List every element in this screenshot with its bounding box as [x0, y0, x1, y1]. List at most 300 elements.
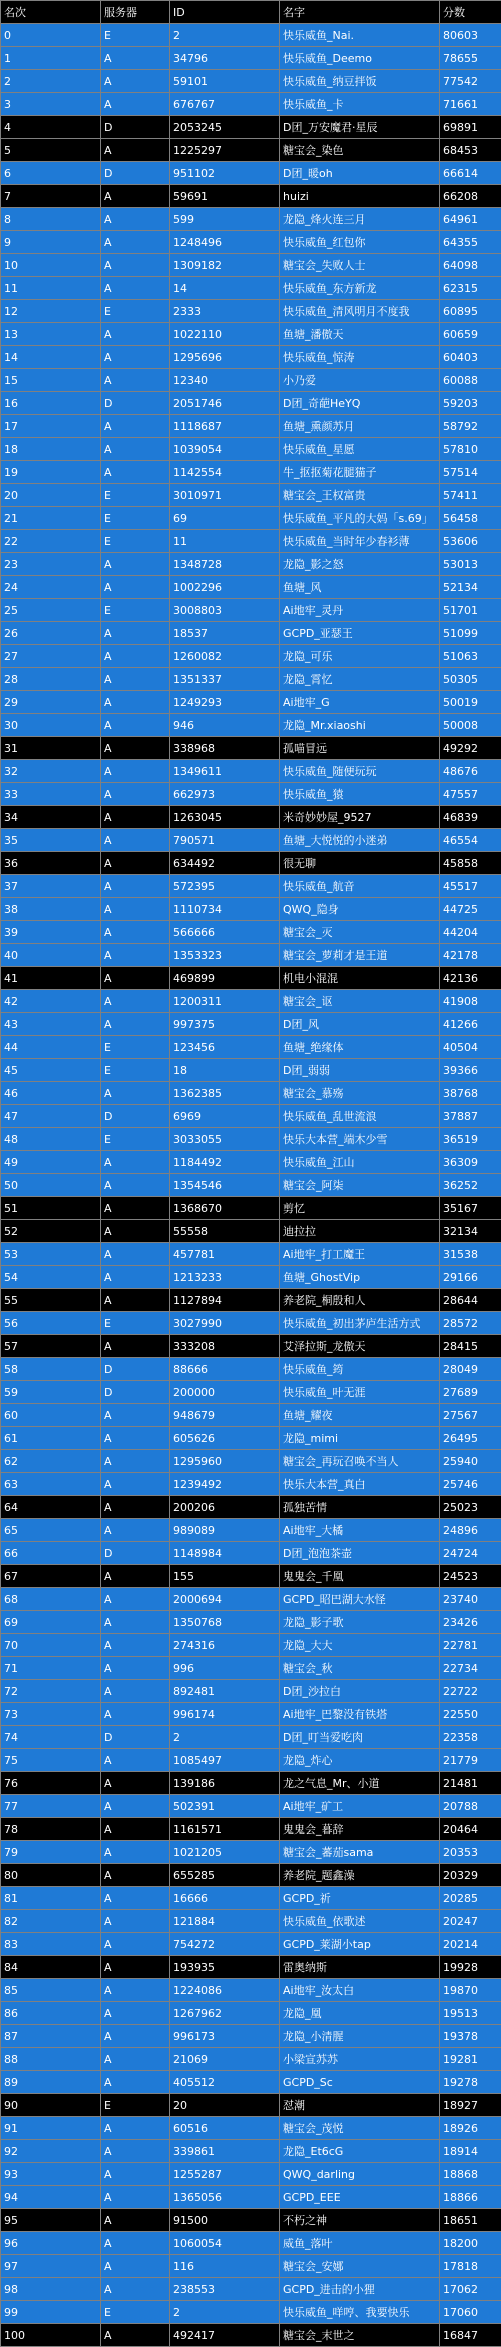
cell-score: 20464 [440, 1818, 501, 1841]
table-row[interactable] [1, 484, 501, 507]
cell-server: A [101, 1404, 170, 1427]
cell-name: GCPD_进击的小狸 [280, 2278, 440, 2301]
table-row[interactable] [1, 2048, 501, 2071]
cell-rank: 93 [1, 2163, 101, 2186]
cell-name: 快乐威鱼_咩哼、我要快乐 [280, 2301, 440, 2324]
cell-id: 1354546 [170, 1174, 280, 1197]
table-row[interactable] [1, 507, 501, 530]
table-row[interactable] [1, 1726, 501, 1749]
table-row[interactable] [1, 1450, 501, 1473]
cell-score: 60088 [440, 369, 501, 392]
cell-rank: 98 [1, 2278, 101, 2301]
cell-rank: 88 [1, 2048, 101, 2071]
cell-id: 469899 [170, 967, 280, 990]
cell-id: 274316 [170, 1634, 280, 1657]
cell-server: A [101, 1887, 170, 1910]
table-row[interactable] [1, 1243, 501, 1266]
cell-server: A [101, 806, 170, 829]
cell-name: 龙隐_小清腥 [280, 2025, 440, 2048]
table-row[interactable] [1, 553, 501, 576]
cell-rank: 77 [1, 1795, 101, 1818]
table-row[interactable] [1, 1013, 501, 1036]
cell-name: 龙隐_烽火连三月 [280, 208, 440, 231]
cell-name: 小梁宣苏苏 [280, 2048, 440, 2071]
cell-name: huizi [280, 185, 440, 208]
cell-name: 龙隐_Et6cG [280, 2140, 440, 2163]
cell-score: 50019 [440, 691, 501, 714]
col-header-id[interactable]: ID [170, 1, 280, 24]
cell-rank: 62 [1, 1450, 101, 1473]
cell-score: 57514 [440, 461, 501, 484]
col-header-rank[interactable]: 名次 [1, 1, 101, 24]
cell-server: A [101, 2048, 170, 2071]
cell-name: GCPD_祈 [280, 1887, 440, 1910]
cell-id: 34796 [170, 47, 280, 70]
cell-server: A [101, 553, 170, 576]
cell-id: 16666 [170, 1887, 280, 1910]
table-row[interactable] [1, 300, 501, 323]
cell-name: 龙隐_凰 [280, 2002, 440, 2025]
cell-id: 754272 [170, 1933, 280, 1956]
cell-id: 2333 [170, 300, 280, 323]
table-row[interactable] [1, 1657, 501, 1680]
cell-name: 快乐威鱼_航音 [280, 875, 440, 898]
cell-rank: 22 [1, 530, 101, 553]
cell-score: 23740 [440, 1588, 501, 1611]
table-row[interactable] [1, 1680, 501, 1703]
table-row[interactable] [1, 691, 501, 714]
cell-server: E [101, 507, 170, 530]
cell-score: 18200 [440, 2232, 501, 2255]
table-row[interactable] [1, 323, 501, 346]
cell-server: A [101, 1496, 170, 1519]
cell-score: 20353 [440, 1841, 501, 1864]
cell-score: 69891 [440, 116, 501, 139]
cell-server: A [101, 691, 170, 714]
cell-rank: 78 [1, 1818, 101, 1841]
cell-server: D [101, 1105, 170, 1128]
cell-server: A [101, 1657, 170, 1680]
cell-score: 32134 [440, 1220, 501, 1243]
cell-id: 1213233 [170, 1266, 280, 1289]
header-row [1, 1, 501, 24]
cell-server: A [101, 2255, 170, 2278]
table-row[interactable] [1, 1841, 501, 1864]
cell-name: 鱼塘_大悦悦的小迷弟 [280, 829, 440, 852]
cell-score: 19870 [440, 1979, 501, 2002]
table-row[interactable] [1, 1979, 501, 2002]
table-row[interactable] [1, 645, 501, 668]
cell-server: A [101, 2025, 170, 2048]
table-row[interactable] [1, 392, 501, 415]
table-row[interactable] [1, 1312, 501, 1335]
table-row[interactable] [1, 1519, 501, 1542]
table-row[interactable] [1, 1473, 501, 1496]
cell-id: 1248496 [170, 231, 280, 254]
cell-name: 龙之气息_Mr、小道 [280, 1772, 440, 1795]
table-row[interactable] [1, 346, 501, 369]
cell-id: 1353323 [170, 944, 280, 967]
table-row[interactable] [1, 438, 501, 461]
cell-name: 糖宝会_讴 [280, 990, 440, 1013]
table-row[interactable] [1, 1266, 501, 1289]
cell-server: A [101, 1243, 170, 1266]
cell-name: 龙隐_影之怒 [280, 553, 440, 576]
table-row[interactable] [1, 369, 501, 392]
table-row[interactable] [1, 2002, 501, 2025]
cell-server: A [101, 2324, 170, 2347]
cell-rank: 63 [1, 1473, 101, 1496]
cell-name: 不朽之神 [280, 2209, 440, 2232]
table-row[interactable] [1, 2232, 501, 2255]
col-header-name[interactable]: 名字 [280, 1, 440, 24]
cell-id: 1267962 [170, 2002, 280, 2025]
cell-name: 快乐威鱼_星愿 [280, 438, 440, 461]
table-row[interactable] [1, 2301, 501, 2324]
table-row[interactable] [1, 2163, 501, 2186]
cell-score: 35167 [440, 1197, 501, 1220]
cell-name: 鱼塘_绝缘体 [280, 1036, 440, 1059]
table-row[interactable] [1, 2117, 501, 2140]
table-row[interactable] [1, 2094, 501, 2117]
table-row[interactable] [1, 622, 501, 645]
cell-server: A [101, 990, 170, 1013]
cell-rank: 50 [1, 1174, 101, 1197]
table-row[interactable] [1, 2278, 501, 2301]
cell-score: 18651 [440, 2209, 501, 2232]
cell-score: 23426 [440, 1611, 501, 1634]
cell-id: 1350768 [170, 1611, 280, 1634]
table-row[interactable] [1, 2324, 501, 2347]
cell-score: 60659 [440, 323, 501, 346]
cell-name: 龙隐_大大 [280, 1634, 440, 1657]
table-row[interactable] [1, 1059, 501, 1082]
cell-rank: 46 [1, 1082, 101, 1105]
cell-rank: 12 [1, 300, 101, 323]
cell-rank: 6 [1, 162, 101, 185]
cell-name: Ai地牢_大橘 [280, 1519, 440, 1542]
table-row[interactable] [1, 1358, 501, 1381]
cell-score: 41266 [440, 1013, 501, 1036]
cell-score: 25746 [440, 1473, 501, 1496]
cell-name: 快乐威鱼_江山 [280, 1151, 440, 1174]
cell-score: 17060 [440, 2301, 501, 2324]
cell-rank: 49 [1, 1151, 101, 1174]
table-row[interactable] [1, 829, 501, 852]
cell-rank: 20 [1, 484, 101, 507]
cell-server: E [101, 2094, 170, 2117]
table-row[interactable] [1, 1795, 501, 1818]
cell-server: A [101, 852, 170, 875]
cell-score: 53606 [440, 530, 501, 553]
cell-score: 66614 [440, 162, 501, 185]
cell-id: 193935 [170, 1956, 280, 1979]
cell-id: 492417 [170, 2324, 280, 2347]
table-row[interactable] [1, 277, 501, 300]
cell-server: A [101, 323, 170, 346]
cell-server: A [101, 1749, 170, 1772]
cell-id: 3010971 [170, 484, 280, 507]
cell-id: 1110734 [170, 898, 280, 921]
table-row[interactable] [1, 208, 501, 231]
cell-name: Ai地牢_G [280, 691, 440, 714]
table-row[interactable] [1, 944, 501, 967]
cell-name: 快乐威鱼_红包你 [280, 231, 440, 254]
cell-server: A [101, 2140, 170, 2163]
cell-server: A [101, 1588, 170, 1611]
cell-score: 22734 [440, 1657, 501, 1680]
cell-name: 糖宝会_染色 [280, 139, 440, 162]
cell-server: A [101, 1933, 170, 1956]
cell-rank: 55 [1, 1289, 101, 1312]
table-row[interactable] [1, 1542, 501, 1565]
cell-id: 1224086 [170, 1979, 280, 2002]
cell-server: A [101, 1841, 170, 1864]
table-header [1, 1, 501, 24]
cell-score: 20214 [440, 1933, 501, 1956]
cell-score: 64961 [440, 208, 501, 231]
cell-rank: 26 [1, 622, 101, 645]
cell-rank: 82 [1, 1910, 101, 1933]
table-row[interactable] [1, 415, 501, 438]
cell-name: 鱼塘_GhostVip [280, 1266, 440, 1289]
table-row[interactable] [1, 760, 501, 783]
cell-server: A [101, 139, 170, 162]
table-row[interactable] [1, 185, 501, 208]
cell-score: 80603 [440, 24, 501, 47]
table-row[interactable] [1, 990, 501, 1013]
table-row[interactable] [1, 1289, 501, 1312]
table-row[interactable] [1, 231, 501, 254]
cell-rank: 21 [1, 507, 101, 530]
table-row[interactable] [1, 1082, 501, 1105]
cell-server: A [101, 1910, 170, 1933]
cell-score: 18866 [440, 2186, 501, 2209]
cell-name: GCPD_亚瑟王 [280, 622, 440, 645]
cell-server: A [101, 2232, 170, 2255]
cell-rank: 79 [1, 1841, 101, 1864]
cell-score: 51701 [440, 599, 501, 622]
cell-score: 18868 [440, 2163, 501, 2186]
cell-name: 艾泽拉斯_龙傲天 [280, 1335, 440, 1358]
cell-rank: 96 [1, 2232, 101, 2255]
cell-server: E [101, 300, 170, 323]
cell-rank: 99 [1, 2301, 101, 2324]
cell-id: 1039054 [170, 438, 280, 461]
table-row[interactable] [1, 116, 501, 139]
cell-server: A [101, 231, 170, 254]
table-row[interactable] [1, 1105, 501, 1128]
table-row[interactable] [1, 1036, 501, 1059]
table-row[interactable] [1, 737, 501, 760]
cell-server: E [101, 24, 170, 47]
cell-rank: 11 [1, 277, 101, 300]
table-row[interactable] [1, 2025, 501, 2048]
cell-id: 1161571 [170, 1818, 280, 1841]
cell-rank: 71 [1, 1657, 101, 1680]
cell-server: A [101, 1427, 170, 1450]
cell-name: 快乐大本营_真白 [280, 1473, 440, 1496]
table-row[interactable] [1, 898, 501, 921]
cell-name: 快乐威鱼_依歌述 [280, 1910, 440, 1933]
cell-score: 17062 [440, 2278, 501, 2301]
cell-id: 1118687 [170, 415, 280, 438]
table-row[interactable] [1, 1772, 501, 1795]
table-row[interactable] [1, 2071, 501, 2094]
table-row[interactable] [1, 461, 501, 484]
cell-rank: 10 [1, 254, 101, 277]
cell-id: 333208 [170, 1335, 280, 1358]
cell-server: A [101, 47, 170, 70]
table-row[interactable] [1, 668, 501, 691]
cell-id: 790571 [170, 829, 280, 852]
cell-id: 572395 [170, 875, 280, 898]
cell-name: 快乐威鱼_卡 [280, 93, 440, 116]
cell-score: 50305 [440, 668, 501, 691]
cell-id: 502391 [170, 1795, 280, 1818]
cell-id: 405512 [170, 2071, 280, 2094]
table-row[interactable] [1, 24, 501, 47]
table-row[interactable] [1, 576, 501, 599]
cell-name: 威鱼_落叶 [280, 2232, 440, 2255]
table-row[interactable] [1, 921, 501, 944]
cell-name: GCPD_EEE [280, 2186, 440, 2209]
cell-rank: 84 [1, 1956, 101, 1979]
cell-server: A [101, 1795, 170, 1818]
cell-id: 12340 [170, 369, 280, 392]
cell-server: A [101, 346, 170, 369]
table-row[interactable] [1, 1565, 501, 1588]
cell-server: A [101, 2002, 170, 2025]
table-row[interactable] [1, 599, 501, 622]
table-row[interactable] [1, 1381, 501, 1404]
table-row[interactable] [1, 1634, 501, 1657]
cell-rank: 61 [1, 1427, 101, 1450]
cell-server: A [101, 622, 170, 645]
cell-id: 155 [170, 1565, 280, 1588]
cell-name: 快乐威鱼_当时年少春衫薄 [280, 530, 440, 553]
table-row[interactable] [1, 2140, 501, 2163]
table-row[interactable] [1, 1818, 501, 1841]
col-header-server[interactable]: 服务器 [101, 1, 170, 24]
cell-score: 20329 [440, 1864, 501, 1887]
cell-name: Ai地牢_灵丹 [280, 599, 440, 622]
table-row[interactable] [1, 875, 501, 898]
table-row[interactable] [1, 806, 501, 829]
table-row[interactable] [1, 1427, 501, 1450]
table-row[interactable] [1, 1151, 501, 1174]
cell-score: 68453 [440, 139, 501, 162]
cell-id: 1351337 [170, 668, 280, 691]
table-row[interactable] [1, 162, 501, 185]
cell-rank: 40 [1, 944, 101, 967]
cell-rank: 66 [1, 1542, 101, 1565]
table-row[interactable] [1, 1703, 501, 1726]
table-row[interactable] [1, 2209, 501, 2232]
table-row[interactable] [1, 1335, 501, 1358]
cell-score: 37887 [440, 1105, 501, 1128]
cell-rank: 81 [1, 1887, 101, 1910]
table-row[interactable] [1, 1956, 501, 1979]
cell-rank: 39 [1, 921, 101, 944]
cell-score: 36519 [440, 1128, 501, 1151]
table-row[interactable] [1, 714, 501, 737]
cell-name: 快乐威鱼_Deemo [280, 47, 440, 70]
table-row[interactable] [1, 1174, 501, 1197]
cell-id: 20 [170, 2094, 280, 2117]
table-row[interactable] [1, 1128, 501, 1151]
table-row[interactable] [1, 1496, 501, 1519]
cell-server: D [101, 1381, 170, 1404]
table-row[interactable] [1, 1864, 501, 1887]
table-row[interactable] [1, 1220, 501, 1243]
table-row[interactable] [1, 1749, 501, 1772]
table-row[interactable] [1, 47, 501, 70]
cell-server: D [101, 392, 170, 415]
table-row[interactable] [1, 1910, 501, 1933]
table-row[interactable] [1, 1588, 501, 1611]
table-row[interactable] [1, 1887, 501, 1910]
cell-id: 18 [170, 1059, 280, 1082]
col-header-score[interactable]: 分数 [440, 1, 501, 24]
cell-rank: 80 [1, 1864, 101, 1887]
cell-name: 糖宝会_茂悦 [280, 2117, 440, 2140]
cell-id: 1127894 [170, 1289, 280, 1312]
table-row[interactable] [1, 1611, 501, 1634]
table-row[interactable] [1, 1197, 501, 1220]
cell-server: A [101, 921, 170, 944]
cell-rank: 85 [1, 1979, 101, 2002]
cell-score: 31538 [440, 1243, 501, 1266]
cell-id: 996 [170, 1657, 280, 1680]
table-row[interactable] [1, 530, 501, 553]
table-row[interactable] [1, 1404, 501, 1427]
cell-id: 1085497 [170, 1749, 280, 1772]
cell-score: 22358 [440, 1726, 501, 1749]
cell-server: A [101, 1611, 170, 1634]
cell-score: 50008 [440, 714, 501, 737]
cell-name: GCPD_Sc [280, 2071, 440, 2094]
cell-name: 鱼塘_风 [280, 576, 440, 599]
table-row[interactable] [1, 783, 501, 806]
cell-id: 1239492 [170, 1473, 280, 1496]
cell-id: 996173 [170, 2025, 280, 2048]
cell-rank: 92 [1, 2140, 101, 2163]
cell-rank: 58 [1, 1358, 101, 1381]
cell-server: A [101, 2186, 170, 2209]
cell-score: 44204 [440, 921, 501, 944]
cell-id: 2 [170, 1726, 280, 1749]
table-row[interactable] [1, 1933, 501, 1956]
cell-rank: 86 [1, 2002, 101, 2025]
cell-server: A [101, 93, 170, 116]
table-row[interactable] [1, 2255, 501, 2278]
cell-score: 22722 [440, 1680, 501, 1703]
table-row[interactable] [1, 139, 501, 162]
cell-id: 1142554 [170, 461, 280, 484]
cell-id: 3027990 [170, 1312, 280, 1335]
cell-id: 2000694 [170, 1588, 280, 1611]
table-row[interactable] [1, 93, 501, 116]
cell-rank: 54 [1, 1266, 101, 1289]
table-row[interactable] [1, 852, 501, 875]
table-row[interactable] [1, 2186, 501, 2209]
cell-server: A [101, 277, 170, 300]
table-row[interactable] [1, 70, 501, 93]
table-row[interactable] [1, 967, 501, 990]
table-row[interactable] [1, 254, 501, 277]
cell-name: 龙隐_霄忆 [280, 668, 440, 691]
